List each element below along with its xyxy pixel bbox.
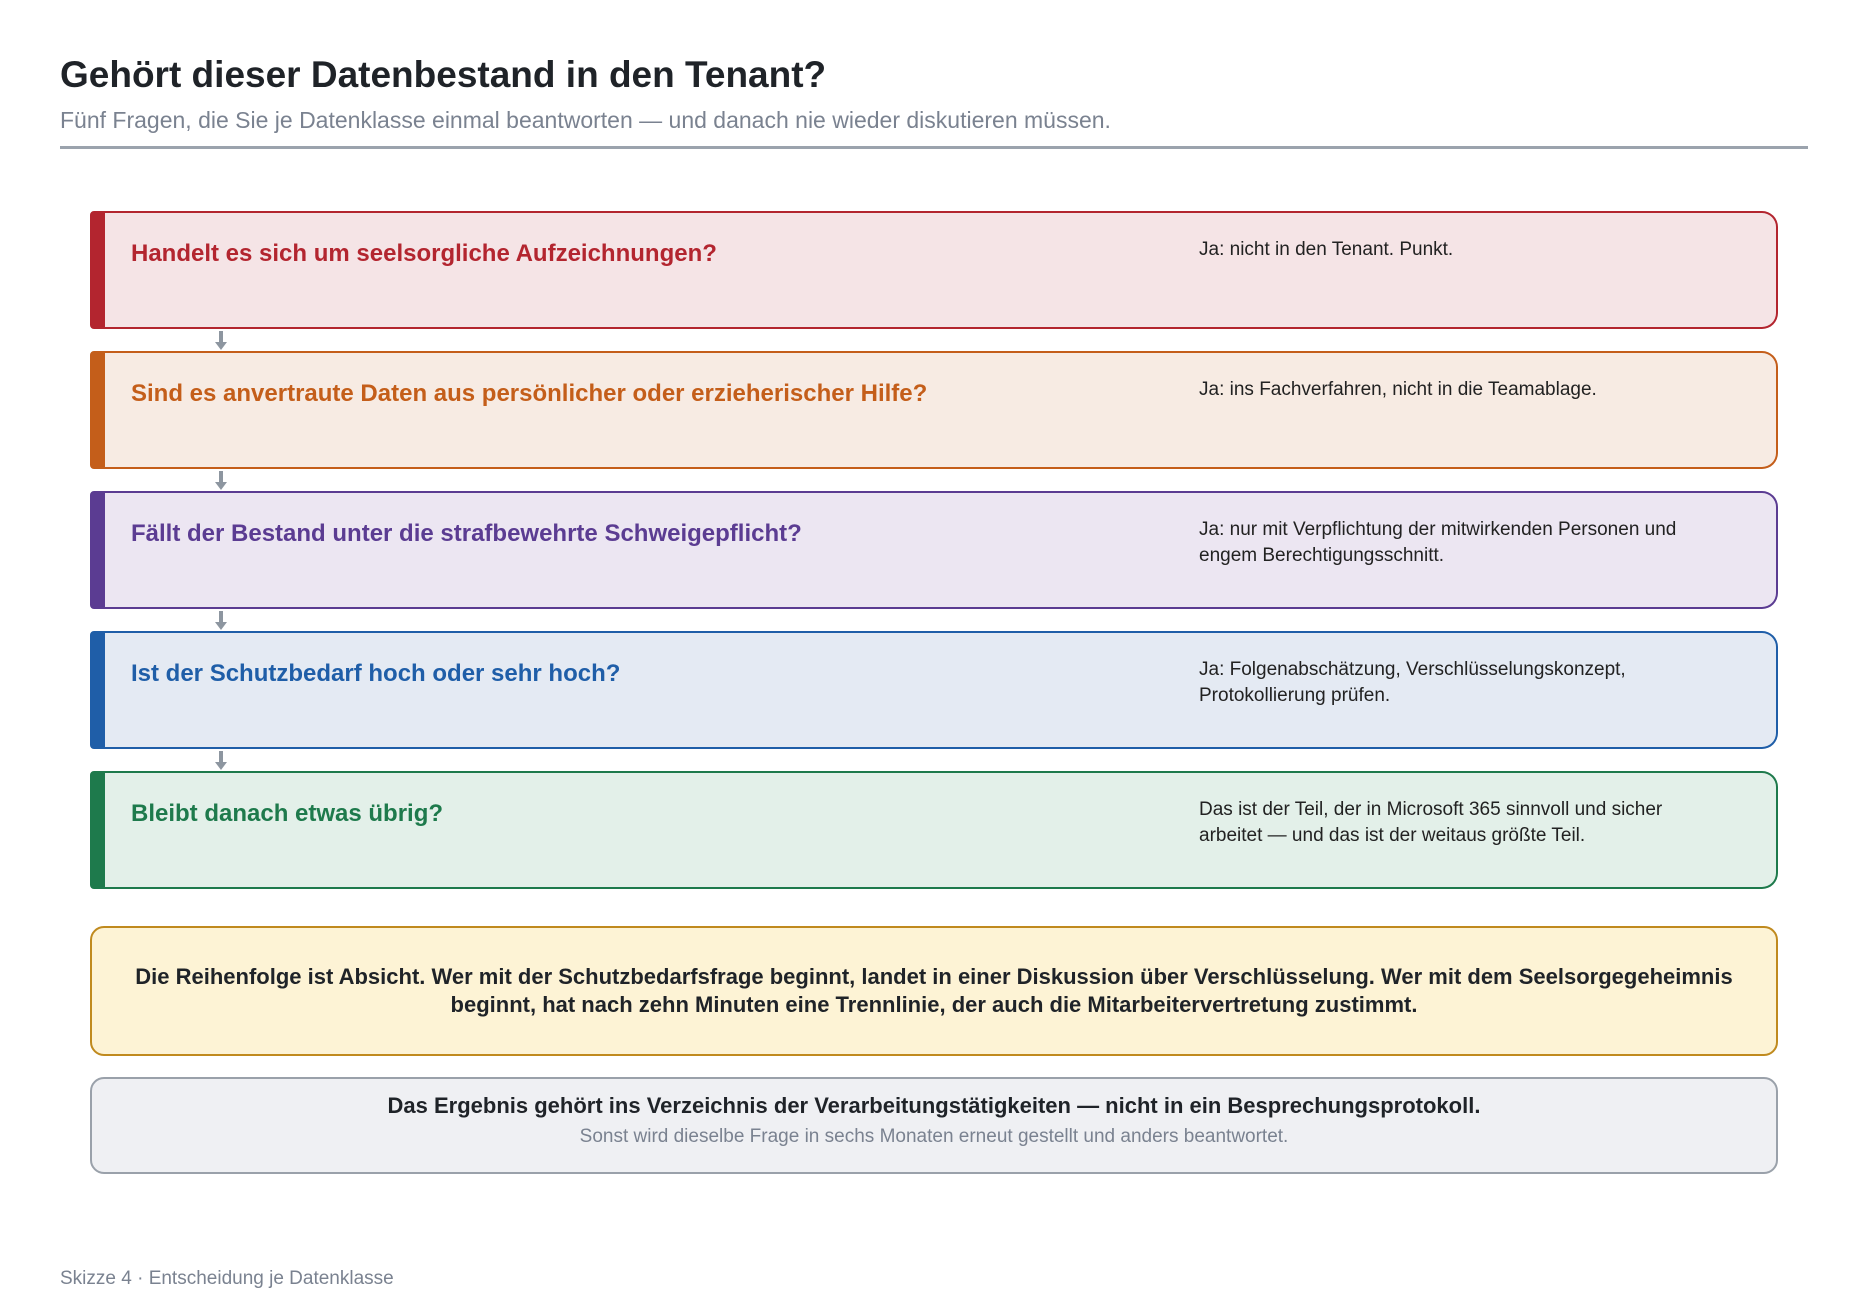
result-main-text: Das Ergebnis gehört ins Verzeichnis der Verarbeitungstätigkeiten — nicht in ein Besprechungsprotokoll. <box>387 1093 1481 1118</box>
decision-step-3 <box>90 491 1778 609</box>
header-divider <box>60 146 1808 149</box>
step-answer: Ja: nur mit Verpflichtung der mitwirkenden Personen und engem Berechtigungsschnitt. <box>1199 519 1677 566</box>
figure-caption: Skizze 4 · Entscheidung je Datenklasse <box>60 1268 394 1289</box>
decision-step-1 <box>90 211 1778 329</box>
order-rationale-note <box>90 926 1778 1056</box>
down-arrow-icon <box>215 751 227 773</box>
note-text: Die Reihenfolge ist Absicht. Wer mit der Schutzbedarfsfrage beginnt, landet in einer Diskussion über Verschlüsselung. Wer mit dem Seelsorgegeheimnis beginnt, hat nach zehn Minuten eine Trennlinie, der auch die Mitarbeitervertretung zustimmt. <box>135 964 1733 1017</box>
decision-step-2 <box>90 351 1778 469</box>
page-title: Gehört dieser Datenbestand in den Tenant? <box>60 54 827 95</box>
step-answer: Ja: ins Fachverfahren, nicht in die Teamablage. <box>1199 379 1597 400</box>
result-sub-text: Sonst wird dieselbe Frage in sechs Monaten erneut gestellt und anders beantwortet. <box>579 1126 1289 1147</box>
decision-step-4 <box>90 631 1778 749</box>
page-subtitle: Fünf Fragen, die Sie je Datenklasse einmal beantworten — und danach nie wieder diskutieren müssen. <box>60 107 1111 133</box>
down-arrow-icon <box>215 331 227 353</box>
down-arrow-icon <box>215 611 227 633</box>
page-header <box>60 50 1808 136</box>
step-question: Bleibt danach etwas übrig? <box>131 800 444 827</box>
step-question: Ist der Schutzbedarf hoch oder sehr hoch? <box>131 660 621 687</box>
step-question: Handelt es sich um seelsorgliche Aufzeichnungen? <box>131 240 717 267</box>
step-answer: Das ist der Teil, der in Microsoft 365 sinnvoll und sicher arbeitet — und das ist der weitaus größte Teil. <box>1199 799 1663 846</box>
step-question: Fällt der Bestand unter die strafbewehrte Schweigepflicht? <box>131 520 802 547</box>
result-box <box>90 1077 1778 1174</box>
down-arrow-icon <box>215 471 227 493</box>
step-answer: Ja: Folgenabschätzung, Verschlüsselungskonzept, Protokollierung prüfen. <box>1199 659 1626 706</box>
decision-step-5 <box>90 771 1778 889</box>
decision-flow <box>90 211 1778 889</box>
step-answer: Ja: nicht in den Tenant. Punkt. <box>1199 239 1454 260</box>
step-question: Sind es anvertraute Daten aus persönlicher oder erzieherischer Hilfe? <box>131 380 928 407</box>
